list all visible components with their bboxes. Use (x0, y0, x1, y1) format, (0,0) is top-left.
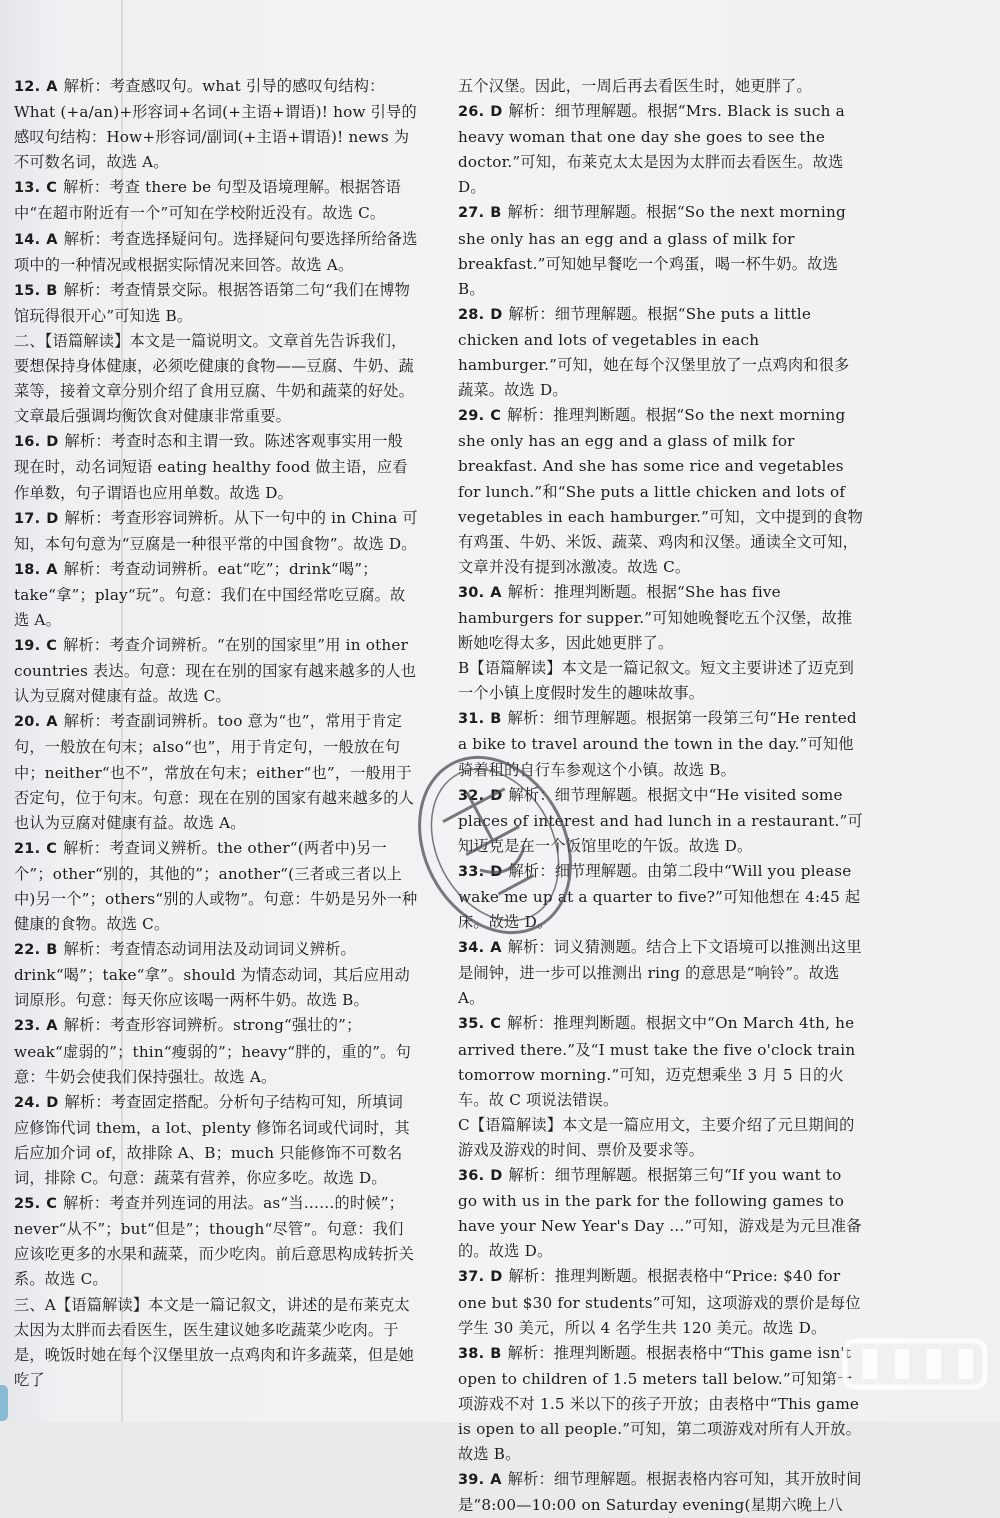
answer-letter: A (46, 231, 58, 248)
right-column (458, 74, 864, 1518)
answer-letter: A (490, 1472, 502, 1489)
question-number: 30. (458, 584, 485, 601)
answer-letter: D (490, 863, 503, 880)
answer-item (14, 557, 418, 633)
explanation-text: 解析：考查形容词辨析。从下一句中的 in China 可知，本句句意为“豆腐是一种很平常的中国食物”。故选 D。 (14, 508, 418, 553)
answer-letter: A (46, 714, 58, 731)
question-number: 26. (458, 104, 485, 121)
answer-letter: D (46, 1094, 59, 1111)
answer-letter: D (490, 787, 503, 804)
passage-note (458, 1113, 864, 1163)
left-column (14, 74, 418, 1393)
answer-item (14, 429, 418, 505)
explanation-text: 解析：细节理解题。根据第一段第三句“He rented a bike to travel around the town in the day.”可知他骑着租的自行车参观这个小镇。故选 B。 (458, 709, 857, 779)
answer-item (458, 1264, 864, 1340)
passage-note (14, 1293, 418, 1393)
passage-note-text: C【语篇解读】本文是一篇应用文，主要介绍了元旦期间的游戏及游戏的时间、票价及要求等。 (458, 1115, 855, 1159)
continued-text (458, 74, 864, 99)
answer-letter: A (46, 1018, 58, 1035)
answer-item (458, 1163, 864, 1264)
question-number: 18. (14, 561, 41, 578)
answer-item (14, 175, 418, 226)
question-number: 14. (14, 231, 41, 248)
explanation-text: 解析：考查 there be 句型及语境理解。根据答语中“在超市附近有一个”可知在学校附近没有。故选 C。 (14, 178, 402, 223)
answer-letter: D (490, 104, 503, 121)
answer-item (14, 278, 418, 329)
page-edge-tab (0, 1385, 8, 1421)
continued-text-line: 五个汉堡。因此，一周后再去看医生时，她更胖了。 (458, 77, 812, 95)
explanation-text: 解析：细节理解题。根据“So the next morning she only has an egg and a glass of milk for breakfast.”可知她早餐吃一个鸡蛋，喝一杯牛奶。故选 B。 (458, 203, 846, 298)
answer-letter: A (46, 79, 58, 95)
answer-item (458, 1011, 864, 1112)
answer-letter: D (490, 306, 503, 323)
question-number: 24. (14, 1094, 41, 1111)
explanation-text: 解析：推理判断题。根据表格中“This game isn't open to children of 1.5 meters tall below.”可知第一项游戏不对 1.5 米以下的孩子开放；由表格中“This game is open to all people.”可知，第二项游戏对所有人开放。故选 B。 (458, 1343, 862, 1464)
answer-item (14, 1013, 418, 1089)
answer-letter: C (46, 180, 58, 197)
question-number: 19. (14, 638, 41, 655)
passage-note (458, 656, 864, 706)
question-number: 39. (458, 1472, 485, 1489)
question-number: 25. (14, 1196, 41, 1213)
question-number: 29. (458, 408, 485, 425)
answer-letter: B (490, 205, 502, 222)
answer-item (458, 403, 864, 580)
answer-letter: C (46, 1196, 58, 1213)
explanation-text: 解析：考查形容词辨析。strong“强壮的”；weak“虚弱的”；thin“瘦弱的”；heavy“胖的，重的”。句意：牛奶会使我们保持强壮。故选 A。 (14, 1016, 411, 1086)
question-number: 12. (14, 79, 41, 95)
explanation-text: 解析：细节理解题。根据“She puts a little chicken and lots of vegetables in each hamburger.”可知，她在每个汉堡里放了一点鸡肉和很多蔬菜。故选 D。 (458, 304, 850, 400)
answer-item (14, 227, 418, 278)
question-number: 34. (458, 940, 485, 957)
question-number: 15. (14, 282, 41, 299)
explanation-text: 解析：考查动词辨析。eat“吃”；drink“喝”；take“拿”；play“玩”。句意：我们在中国经常吃豆腐。故选 A。 (14, 559, 406, 629)
question-number: 31. (458, 711, 485, 728)
explanation-text: 解析：考查介词辨析。“在别的国家里”用 in other countries 表达。句意：现在在别的国家有越来越多的人也认为豆腐对健康有益。故选 C。 (14, 636, 417, 706)
explanation-text: 解析：细节理解题。根据文中“He visited some places of interest and had lunch in a restaurant.”可知迈克是在一个饭馆里吃的午饭。故选 D。 (458, 785, 863, 855)
passage-note-text: 二、【语篇解读】本文是一篇说明文。文章首先告诉我们，要想保持身体健康，必须吃健康的食物——豆腐、牛奶、蔬菜等，接着文章分别介绍了食用豆腐、牛奶和蔬菜的好处。文章最后强调均衡饮食对健康非常重要。 (14, 331, 415, 426)
answer-letter: B (46, 282, 58, 299)
passage-note-text: 三、A【语篇解读】本文是一篇记叙文，讲述的是布莱克太太因为太胖而去看医生，医生建议她多吃蔬菜少吃肉。于是，晚饭时她在每个汉堡里放一点鸡肉和许多蔬菜，但是她吃了 (14, 1295, 415, 1389)
answer-item (458, 783, 864, 859)
question-number: 27. (458, 205, 485, 222)
answer-letter: C (490, 1016, 502, 1033)
question-number: 23. (14, 1018, 41, 1035)
answer-letter: A (490, 940, 502, 957)
question-number: 36. (458, 1168, 485, 1185)
answer-item (458, 935, 864, 1011)
explanation-text: 解析：考查情态动词用法及动词词义辨析。drink“喝”；take“拿”。should 为情态动词，其后应用动词原形。句意：每天你应该喝一两杯牛奶。故选 B。 (14, 940, 410, 1010)
answer-item (458, 200, 864, 301)
explanation-text: 解析：推理判断题。根据“So the next morning she only has an egg and a glass of milk for breakfast. And she has some rice and vegetables for lunch.”和“She puts a little chicken and lots of vegetables in each hamburger.”可知，文中提到的食物有鸡蛋、牛奶、米饭、蔬菜、鸡肉和汉堡。通读全文可知，文章并没有提到冰激凌。故选 C。 (458, 406, 864, 576)
explanation-text: 解析：考查时态和主谓一致。陈述客观事实用一般现在时，动名词短语 eating healthy food 做主语，应看作单数，句子谓语也应用单数。故选 D。 (14, 432, 408, 502)
answer-item (458, 1341, 864, 1467)
answer-item (458, 302, 864, 403)
question-number: 16. (14, 434, 41, 451)
answer-letter: C (46, 840, 58, 857)
question-number: 37. (458, 1269, 485, 1286)
question-number: 33. (458, 863, 485, 880)
answer-item (458, 859, 864, 935)
question-number: 35. (458, 1016, 485, 1033)
explanation-text: 解析：推理判断题。根据表格中“Price: $40 for one but $30 for students”可知，这项游戏的票价是每位学生 30 美元，所以 4 名学生共 120 美元。故选 D。 (458, 1267, 861, 1337)
answer-item (14, 633, 418, 709)
explanation-text: 解析：考查固定搭配。分析句子结构可知，所填词应修饰代词 them，a lot、plenty 修饰名词或代词时，其后应加介词 of，故排除 A、B；much 只能修饰不可数名词，排除 C。句意：蔬菜有营养，你应多吃。故选 D。 (14, 1092, 410, 1188)
answer-letter: D (490, 1269, 503, 1286)
explanation-text: 解析：考查选择疑问句。选择疑问句要选择所给备选项中的一种情况或根据实际情况来回答。故选 A。 (14, 229, 418, 274)
explanation-text: 解析：考查副词辨析。too 意为“也”，常用于肯定句，一般放在句末；also“也”，用于肯定句，一般放在句中；neither“也不”，常放在句末；either“也”，一般用于否定句，位于句末。句意：现在在别的国家有越来越多的人也认为豆腐对健康有益。故选 A。 (14, 712, 415, 832)
question-number: 21. (14, 840, 41, 857)
explanation-text: 解析：细节理解题。根据“Mrs. Black is such a heavy woman that one day she goes to see the doctor.”可知，布莱克太太是因为太胖而去看医生。故选 D。 (458, 102, 845, 197)
explanation-text: 解析：考查感叹句。what 引导的感叹句结构：What (+a/an)+形容词+名词(+主语+谓语)! how 引导的感叹句结构：How+形容词/副词(+主语+谓语)! news 为不可数名词，故选 A。 (14, 77, 417, 172)
explanation-text: 解析：细节理解题。根据第三句“If you want to go with us in the park for the following games to have your New Year's Day ...”可知，游戏是为元旦准备的。故选 D。 (458, 1166, 862, 1261)
passage-note (14, 329, 418, 429)
question-number: 17. (14, 510, 41, 527)
explanation-text: 解析：推理判断题。根据文中“On March 4th, he arrived there.”及“I must take the five o'clock train tomorrow morning.”可知，迈克想乘坐 3 月 5 日的火车。故 C 项说法错误。 (458, 1014, 856, 1109)
answer-letter: B (490, 1345, 502, 1362)
answer-item (458, 1467, 864, 1518)
answer-letter: D (490, 1168, 503, 1185)
answer-letter: D (46, 510, 59, 527)
answer-letter: A (490, 584, 502, 601)
answer-item (14, 1090, 418, 1191)
answer-item (14, 937, 418, 1013)
answer-letter: B (46, 942, 58, 959)
question-number: 38. (458, 1345, 485, 1362)
answer-letter: C (46, 638, 58, 655)
explanation-text: 解析：考查并列连词的用法。as“当……的时候”；never“从不”；but“但是”；though“尽管”。句意：我们应该吃更多的水果和蔬菜，而少吃肉。前后意思构成转折关系。故选 C。 (14, 1194, 415, 1289)
explanation-text: 解析：考查情景交际。根据答语第二句“我们在博物馆玩得很开心”可知选 B。 (14, 280, 411, 325)
explanation-text: 解析：考查词义辨析。the other“(两者中)另一个”；other“别的，其他的”；another“(三者或三者以上中)另一个”；others“别的人或物”。句意：牛奶是另外一种健康的食物。故选 C。 (14, 838, 418, 934)
answer-item (14, 506, 418, 557)
explanation-text: 解析：细节理解题。根据表格内容可知，其开放时间是“8:00—10:00 on Saturday evening(星期六晚上八 (458, 1470, 862, 1515)
explanation-text: 解析：词义猜测题。结合上下文语境可以推测出这里是闹钟，进一步可以推测出 ring 的意思是“响铃”。故选 A。 (458, 938, 862, 1008)
answer-item (458, 99, 864, 200)
answer-letter: D (46, 434, 59, 451)
question-number: 22. (14, 942, 41, 959)
answer-letter: C (490, 408, 502, 425)
question-number: 20. (14, 714, 41, 731)
explanation-text: 解析：推理判断题。根据“She has five hamburgers for supper.”可知她晚餐吃五个汉堡，故推断她吃得太多，因此她更胖了。 (458, 582, 853, 653)
answer-item (14, 74, 418, 175)
passage-note-text: B【语篇解读】本文是一篇记叙文。短文主要讲述了迈克到一个小镇上度假时发生的趣味故事。 (458, 659, 855, 703)
answer-item (14, 709, 418, 835)
answer-letter: B (490, 711, 502, 728)
question-number: 32. (458, 787, 485, 804)
question-number: 13. (14, 180, 41, 197)
question-number: 28. (458, 306, 485, 323)
answer-item (14, 1191, 418, 1292)
answer-item (14, 836, 418, 937)
answer-item (458, 580, 864, 656)
answer-item (458, 706, 864, 782)
answer-letter: A (46, 561, 58, 578)
explanation-text: 解析：细节理解题。由第二段中“Will you please wake me up at a quarter to five?”可知他想在 4:45 起床。故选 D。 (458, 861, 861, 932)
